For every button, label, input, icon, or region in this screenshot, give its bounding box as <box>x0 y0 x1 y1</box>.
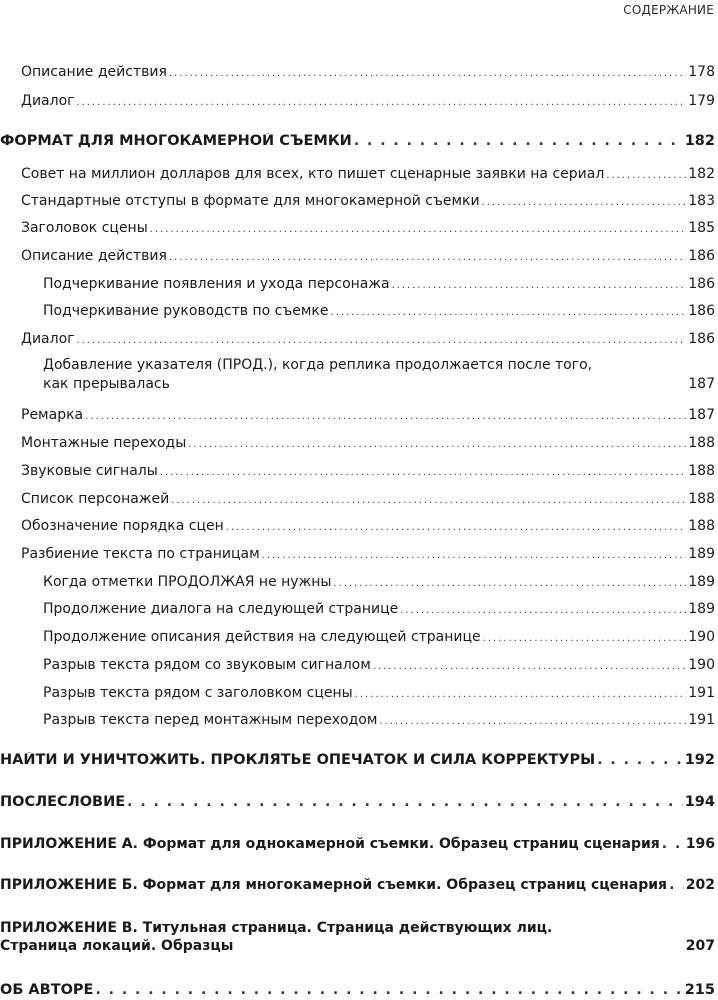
toc-page-number: 187 <box>688 407 715 423</box>
toc-entry-title: Диалог <box>21 331 75 347</box>
toc-appendix-title-line1: ПРИЛОЖЕНИЕ В. Титульная страница. Страница действующих лиц. <box>0 920 553 936</box>
toc-page-number: 183 <box>688 193 715 209</box>
dot-leader <box>597 752 683 768</box>
toc-entry-title: Монтажные переходы <box>21 435 187 451</box>
toc-entry-title: Описание действия <box>21 64 167 80</box>
toc-chapter-title: ФОРМАТ ДЛЯ МНОГОКАМЕРНОЙ СЪЕМКИ <box>0 133 352 149</box>
toc-entry-title: Разрыв текста рядом с заголовком сцены <box>43 685 353 701</box>
toc-subentry-multiline[interactable] <box>43 357 715 392</box>
toc-subentry[interactable] <box>43 276 715 292</box>
toc-entry[interactable] <box>21 435 715 451</box>
dot-leader <box>76 97 686 108</box>
dot-leader <box>160 467 686 478</box>
dot-leader <box>333 578 686 589</box>
toc-entry-title: Звуковые сигналы <box>21 463 158 479</box>
dot-leader <box>662 836 684 852</box>
toc-page-number: 188 <box>688 491 715 507</box>
dot-leader <box>355 689 687 700</box>
toc-chapter-title: НАЙТИ И УНИЧТОЖИТЬ. ПРОКЛЯТЬЕ ОПЕЧАТОК И СИЛА КОРРЕКТУРЫ <box>0 752 596 768</box>
toc-entry[interactable] <box>21 546 715 562</box>
toc-entry[interactable] <box>21 491 715 507</box>
toc-entry-title-line1: Добавление указателя (ПРОД.), когда реплика продолжается после того, <box>43 357 593 373</box>
toc-page-number: 202 <box>685 877 715 893</box>
dot-leader <box>606 170 686 181</box>
toc-subentry[interactable] <box>43 574 715 590</box>
toc-entry-title: Продолжение описания действия на следующей странице <box>43 629 481 645</box>
toc-appendix-entry[interactable] <box>0 877 715 893</box>
toc-page-number: 189 <box>688 546 715 562</box>
toc-appendix-entry[interactable] <box>0 836 715 852</box>
running-head: СОДЕРЖАНИЕ <box>623 3 714 17</box>
dot-leader <box>482 197 687 208</box>
dot-leader <box>392 280 687 291</box>
toc-page-number: 188 <box>688 435 715 451</box>
dot-leader <box>169 252 686 263</box>
toc-page-number: 188 <box>688 463 715 479</box>
toc-entry-title: Ремарка <box>21 407 84 423</box>
toc-subentry[interactable] <box>43 303 715 319</box>
dot-leader <box>379 716 686 727</box>
toc-page-number: 207 <box>685 938 715 954</box>
toc-page-number: 190 <box>688 629 715 645</box>
toc-chapter-entry[interactable] <box>0 794 715 810</box>
toc-chapter-title: ОБ АВТОРЕ <box>0 982 94 998</box>
toc-entry-title-line2: как прерывалась <box>43 376 170 392</box>
dot-leader <box>373 661 686 672</box>
toc-subentry[interactable] <box>43 712 715 728</box>
toc-page-number: 215 <box>684 982 715 998</box>
toc-page-number: 186 <box>688 248 715 264</box>
toc-entry-title: Разбиение текста по страницам <box>21 546 260 562</box>
toc-entry-title: Разрыв текста перед монтажным переходом <box>43 712 378 728</box>
dot-leader <box>76 335 686 346</box>
toc-chapter-entry[interactable] <box>0 133 715 149</box>
toc-entry[interactable] <box>21 193 715 209</box>
toc-page-number: 192 <box>684 752 715 768</box>
toc-entry-title: Описание действия <box>21 248 167 264</box>
dot-leader <box>127 794 683 810</box>
toc-entry-title: Обозначение порядка сцен <box>21 518 224 534</box>
dot-leader <box>669 877 684 893</box>
toc-page-number: 186 <box>688 303 715 319</box>
toc-subentry[interactable] <box>43 657 715 673</box>
toc-entry[interactable] <box>21 220 715 236</box>
toc-page-number: 189 <box>688 574 715 590</box>
toc-subentry[interactable] <box>43 601 715 617</box>
dot-leader <box>262 550 687 561</box>
toc-page-number: 187 <box>688 376 715 392</box>
toc-entry-title: Когда отметки ПРОДОЛЖАЯ не нужны <box>43 574 332 590</box>
toc-appendix-title: ПРИЛОЖЕНИЕ А. Формат для однокамерной съемки. Образец страниц сценария <box>0 836 660 852</box>
toc-page-number: 188 <box>688 518 715 534</box>
toc-page-number: 186 <box>688 331 715 347</box>
dot-leader <box>85 411 686 422</box>
toc-appendix-title-line2: Страница локаций. Образцы <box>0 938 234 954</box>
dot-leader <box>483 633 687 644</box>
dot-leader <box>400 605 686 616</box>
dot-leader <box>188 439 686 450</box>
toc-subentry[interactable] <box>43 629 715 645</box>
dot-leader <box>226 522 686 533</box>
toc-entry[interactable] <box>21 463 715 479</box>
toc-page-number: 182 <box>684 133 715 149</box>
dot-leader <box>171 495 686 506</box>
toc-chapter-entry[interactable] <box>0 752 715 768</box>
dot-leader <box>150 224 687 235</box>
toc-entry[interactable] <box>21 248 715 264</box>
toc-entry-title: Диалог <box>21 93 75 109</box>
toc-page-number: 191 <box>688 712 715 728</box>
toc-entry-title: Заголовок сцены <box>21 220 148 236</box>
toc-entry-title: Подчеркивание появления и ухода персонажа <box>43 276 390 292</box>
toc-appendix-title: ПРИЛОЖЕНИЕ Б. Формат для многокамерной съемки. Образец страниц сценария <box>0 877 668 893</box>
toc-chapter-entry[interactable] <box>0 982 715 998</box>
toc-page-number: 190 <box>688 657 715 673</box>
toc-entry-title: Продолжение диалога на следующей странице <box>43 601 399 617</box>
toc-page-number: 179 <box>688 93 715 109</box>
toc-entry[interactable] <box>21 518 715 534</box>
toc-entry-title: Подчеркивание руководств по съемке <box>43 303 329 319</box>
toc-entry-title: Совет на миллион долларов для всех, кто пишет сценарные заявки на сериал <box>21 166 605 182</box>
toc-page-number: 182 <box>688 166 715 182</box>
dot-leader <box>95 982 682 998</box>
toc-entry-title: Стандартные отступы в формате для многокамерной съемки <box>21 193 480 209</box>
toc-entry[interactable] <box>21 407 715 423</box>
dot-leader <box>169 68 686 79</box>
toc-entry-title: Разрыв текста рядом со звуковым сигналом <box>43 657 371 673</box>
toc-page-number: 191 <box>688 685 715 701</box>
dot-leader <box>331 307 687 318</box>
toc-appendix-entry-multiline[interactable] <box>0 920 715 954</box>
toc-entry[interactable] <box>21 93 715 109</box>
dot-leader <box>354 133 683 149</box>
toc-subentry[interactable] <box>43 685 715 701</box>
toc-chapter-title: ПОСЛЕСЛОВИЕ <box>0 794 126 810</box>
toc-page-number: 194 <box>684 794 715 810</box>
toc-page-number: 178 <box>688 64 715 80</box>
toc-entry[interactable] <box>21 331 715 347</box>
toc-entry[interactable] <box>21 64 715 80</box>
toc-page-number: 185 <box>688 220 715 236</box>
toc-page-number: 196 <box>685 836 715 852</box>
toc-entry-title: Список персонажей <box>21 491 170 507</box>
toc-page-number: 189 <box>688 601 715 617</box>
toc-page-number: 186 <box>688 276 715 292</box>
toc-entry[interactable] <box>21 166 715 182</box>
